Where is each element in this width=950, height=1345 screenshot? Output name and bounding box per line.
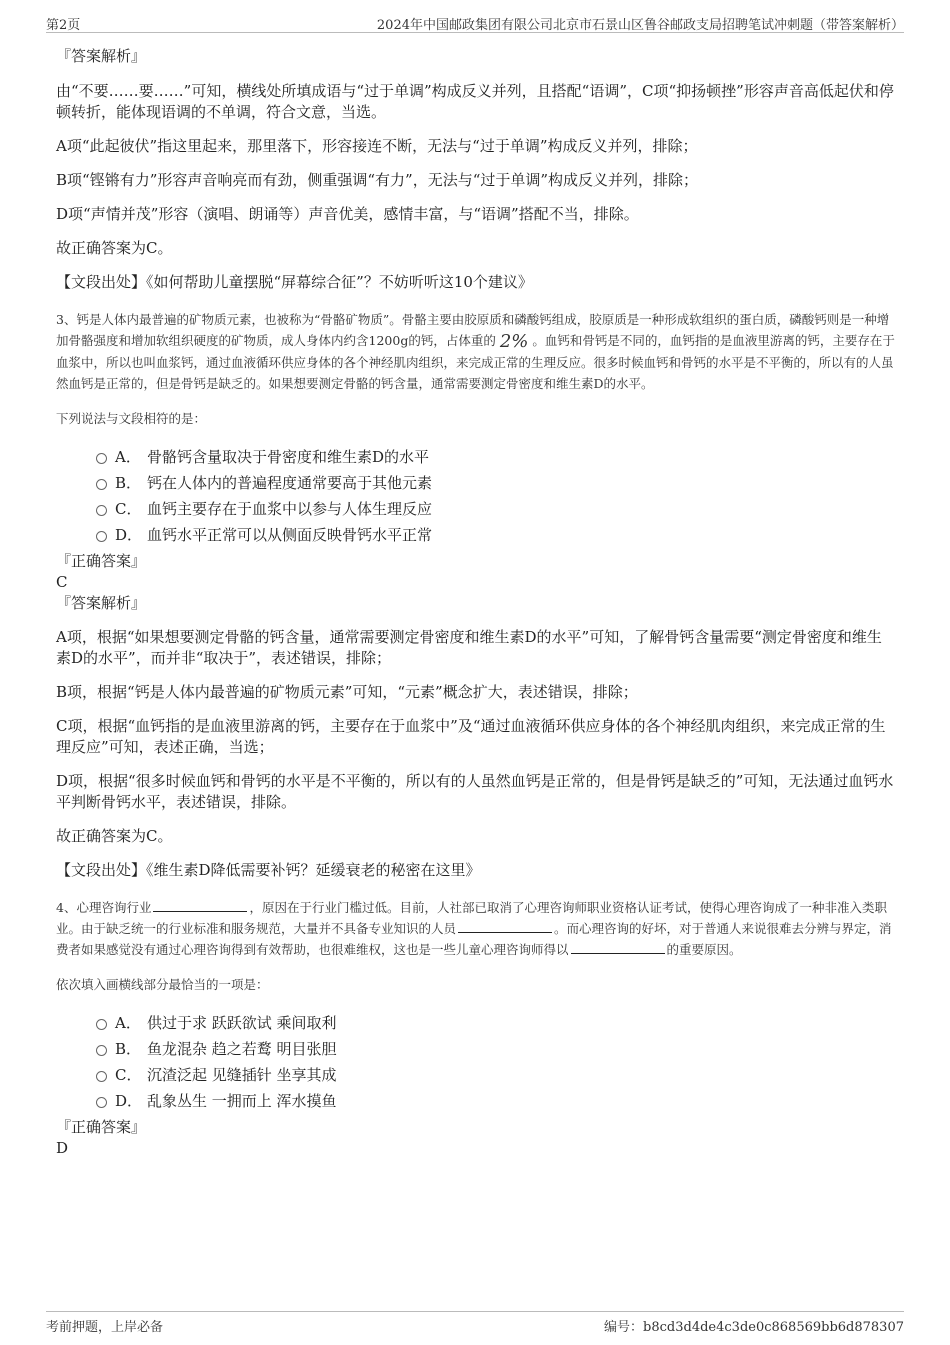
footer-slogan: 考前押题，上岸必备 — [46, 1320, 164, 1335]
q3-passage: 3、钙是人体内最普遍的矿物质元素，也被称为“骨骼矿物质”。骨骼主要由胶原质和磷酸钙组成，胶原质是一种形成软组织的蛋白质，磷酸钙则是一种增加骨骼强度和增加软组织硬度的矿物质，成人身体内约含1200g的钙，占体重的 2% 。血钙和骨钙是不同的，血钙指的是血液里游离的钙，主要存在于血浆中，所以也叫血浆钙，通过血液循环供应身体的各个神经肌肉组织，来完成正常的生理反应。很多时候血钙和骨钙的水平是不平衡的，所以有的人虽然血钙是正常的，但是骨钙是缺乏的。如果想要测定骨骼的钙含量，通常需要测定骨密度和维生素D的水平。 — [56, 312, 895, 391]
q3-conclusion: 故正确答案为C。 — [56, 827, 173, 845]
radio-icon[interactable] — [96, 479, 107, 490]
q4-answer-title: 『正确答案』 — [56, 1118, 147, 1136]
q3-source: 【文段出处】《维生素D降低需要补钙？延缓衰老的秘密在这里》 — [56, 861, 481, 879]
document-body — [56, 44, 896, 1159]
radio-icon[interactable] — [96, 1045, 107, 1056]
q3-answer: C — [56, 573, 68, 591]
q3-option-b[interactable]: B． 钙在人体内的普遍程度通常要高于其他元素 — [96, 469, 896, 495]
q2-analysis-a: A项“此起彼伏”指这里起来，那里落下，形容接连不断，无法与“过于单调”构成反义并列，排除； — [56, 137, 698, 155]
q2-source: 【文段出处】《如何帮助儿童摆脱“屏幕综合征”？不妨听听这10个建议》 — [56, 273, 533, 291]
q4-question: 依次填入画横线部分最恰当的一项是： — [56, 977, 269, 992]
q4-option-d[interactable]: D． 乱象丛生 一拥而上 浑水摸鱼 — [96, 1087, 896, 1113]
q3-analysis-d: D项，根据“很多时候血钙和骨钙的水平是不平衡的，所以有的人虽然血钙是正常的，但是骨钙是缺乏的”可知，无法通过血钙水平判断骨钙水平，表述错误，排除。 — [56, 772, 894, 811]
radio-icon[interactable] — [96, 505, 107, 516]
q3-options — [96, 443, 896, 547]
page-footer — [46, 1311, 904, 1336]
q4-option-a[interactable]: A． 供过于求 跃跃欲试 乘间取利 — [96, 1009, 896, 1035]
q3-analysis-a: A项，根据“如果想要测定骨骼的钙含量，通常需要测定骨密度和维生素D的水平”可知，了解骨钙含量需要“测定骨密度和维生素D的水平”，而并非“取决于”，表述错误，排除； — [56, 628, 882, 667]
page-header — [46, 14, 904, 33]
percent-value: 2% — [499, 331, 529, 352]
q3-answer-title: 『正确答案』 — [56, 552, 147, 570]
q2-analysis-b: B项“铿锵有力”形容声音响亮而有劲，侧重强调“有力”，无法与“过于单调”构成反义并列，排除； — [56, 171, 699, 189]
q3-option-d[interactable]: D． 血钙水平正常可以从侧面反映骨钙水平正常 — [96, 521, 896, 547]
radio-icon[interactable] — [96, 531, 107, 542]
fill-blank-2[interactable] — [458, 920, 552, 933]
q3-option-a[interactable]: A． 骨骼钙含量取决于骨密度和维生素D的水平 — [96, 443, 896, 469]
page-number: 第2页 — [46, 18, 81, 33]
q4-option-c[interactable]: C． 沉渣泛起 见缝插针 坐享其成 — [96, 1061, 896, 1087]
document-title: 2024年中国邮政集团有限公司北京市石景山区鲁谷邮政支局招聘笔试冲刺题（带答案解析） — [376, 18, 904, 33]
q4-option-b[interactable]: B． 鱼龙混杂 趋之若鹜 明目张胆 — [96, 1035, 896, 1061]
q4-answer: D — [56, 1139, 69, 1157]
radio-icon[interactable] — [96, 1019, 107, 1030]
q3-analysis-c: C项，根据“血钙指的是血液里游离的钙，主要存在于血浆中”及“通过血液循环供应身体的各个神经肌肉组织，来完成正常的生理反应”可知，表述正确，当选； — [56, 717, 886, 756]
q2-analysis-title: 『答案解析』 — [56, 47, 147, 65]
q3-analysis-title: 『答案解析』 — [56, 594, 147, 612]
radio-icon[interactable] — [96, 453, 107, 464]
radio-icon[interactable] — [96, 1071, 107, 1082]
q4-options — [96, 1009, 896, 1113]
q3-analysis-b: B项，根据“钙是人体内最普遍的矿物质元素”可知，“元素”概念扩大，表述错误，排除； — [56, 683, 638, 701]
fill-blank-3[interactable] — [571, 941, 665, 954]
fill-blank-1[interactable] — [153, 899, 247, 912]
q2-analysis-intro: 由“不要……要……”可知，横线处所填成语与“过于单调”构成反义并列，且搭配“语调”，C项“抑扬顿挫”形容声音高低起伏和停顿转折，能体现语调的不单调，符合文意，当选。 — [56, 82, 894, 121]
radio-icon[interactable] — [96, 1097, 107, 1108]
document-code: 编号：b8cd3d4de4c3de0c868569bb6d878307 — [604, 1320, 904, 1335]
q3-option-c[interactable]: C． 血钙主要存在于血浆中以参与人体生理反应 — [96, 495, 896, 521]
q3-question: 下列说法与文段相符的是： — [56, 411, 207, 426]
q2-analysis-d: D项“声情并茂”形容（演唱、朗诵等）声音优美，感情丰富，与“语调”搭配不当，排除。 — [56, 205, 639, 223]
q2-conclusion: 故正确答案为C。 — [56, 239, 173, 257]
q4-passage: 4、心理咨询行业 ，原因在于行业门槛过低。目前，人社部已取消了心理咨询师职业资格认证考试，使得心理咨询成了一种非准入类职业。由于缺乏统一的行业标准和服务规范，大量并不具备专业知识的人员 。而心理咨询的好坏，对于普通人来说很难去分辨与界定，消费者如果感觉没有通过心理咨询得到有效帮助，也很难维权，这也是一些儿童心理咨询师得以 的重要原因。 — [56, 900, 892, 957]
